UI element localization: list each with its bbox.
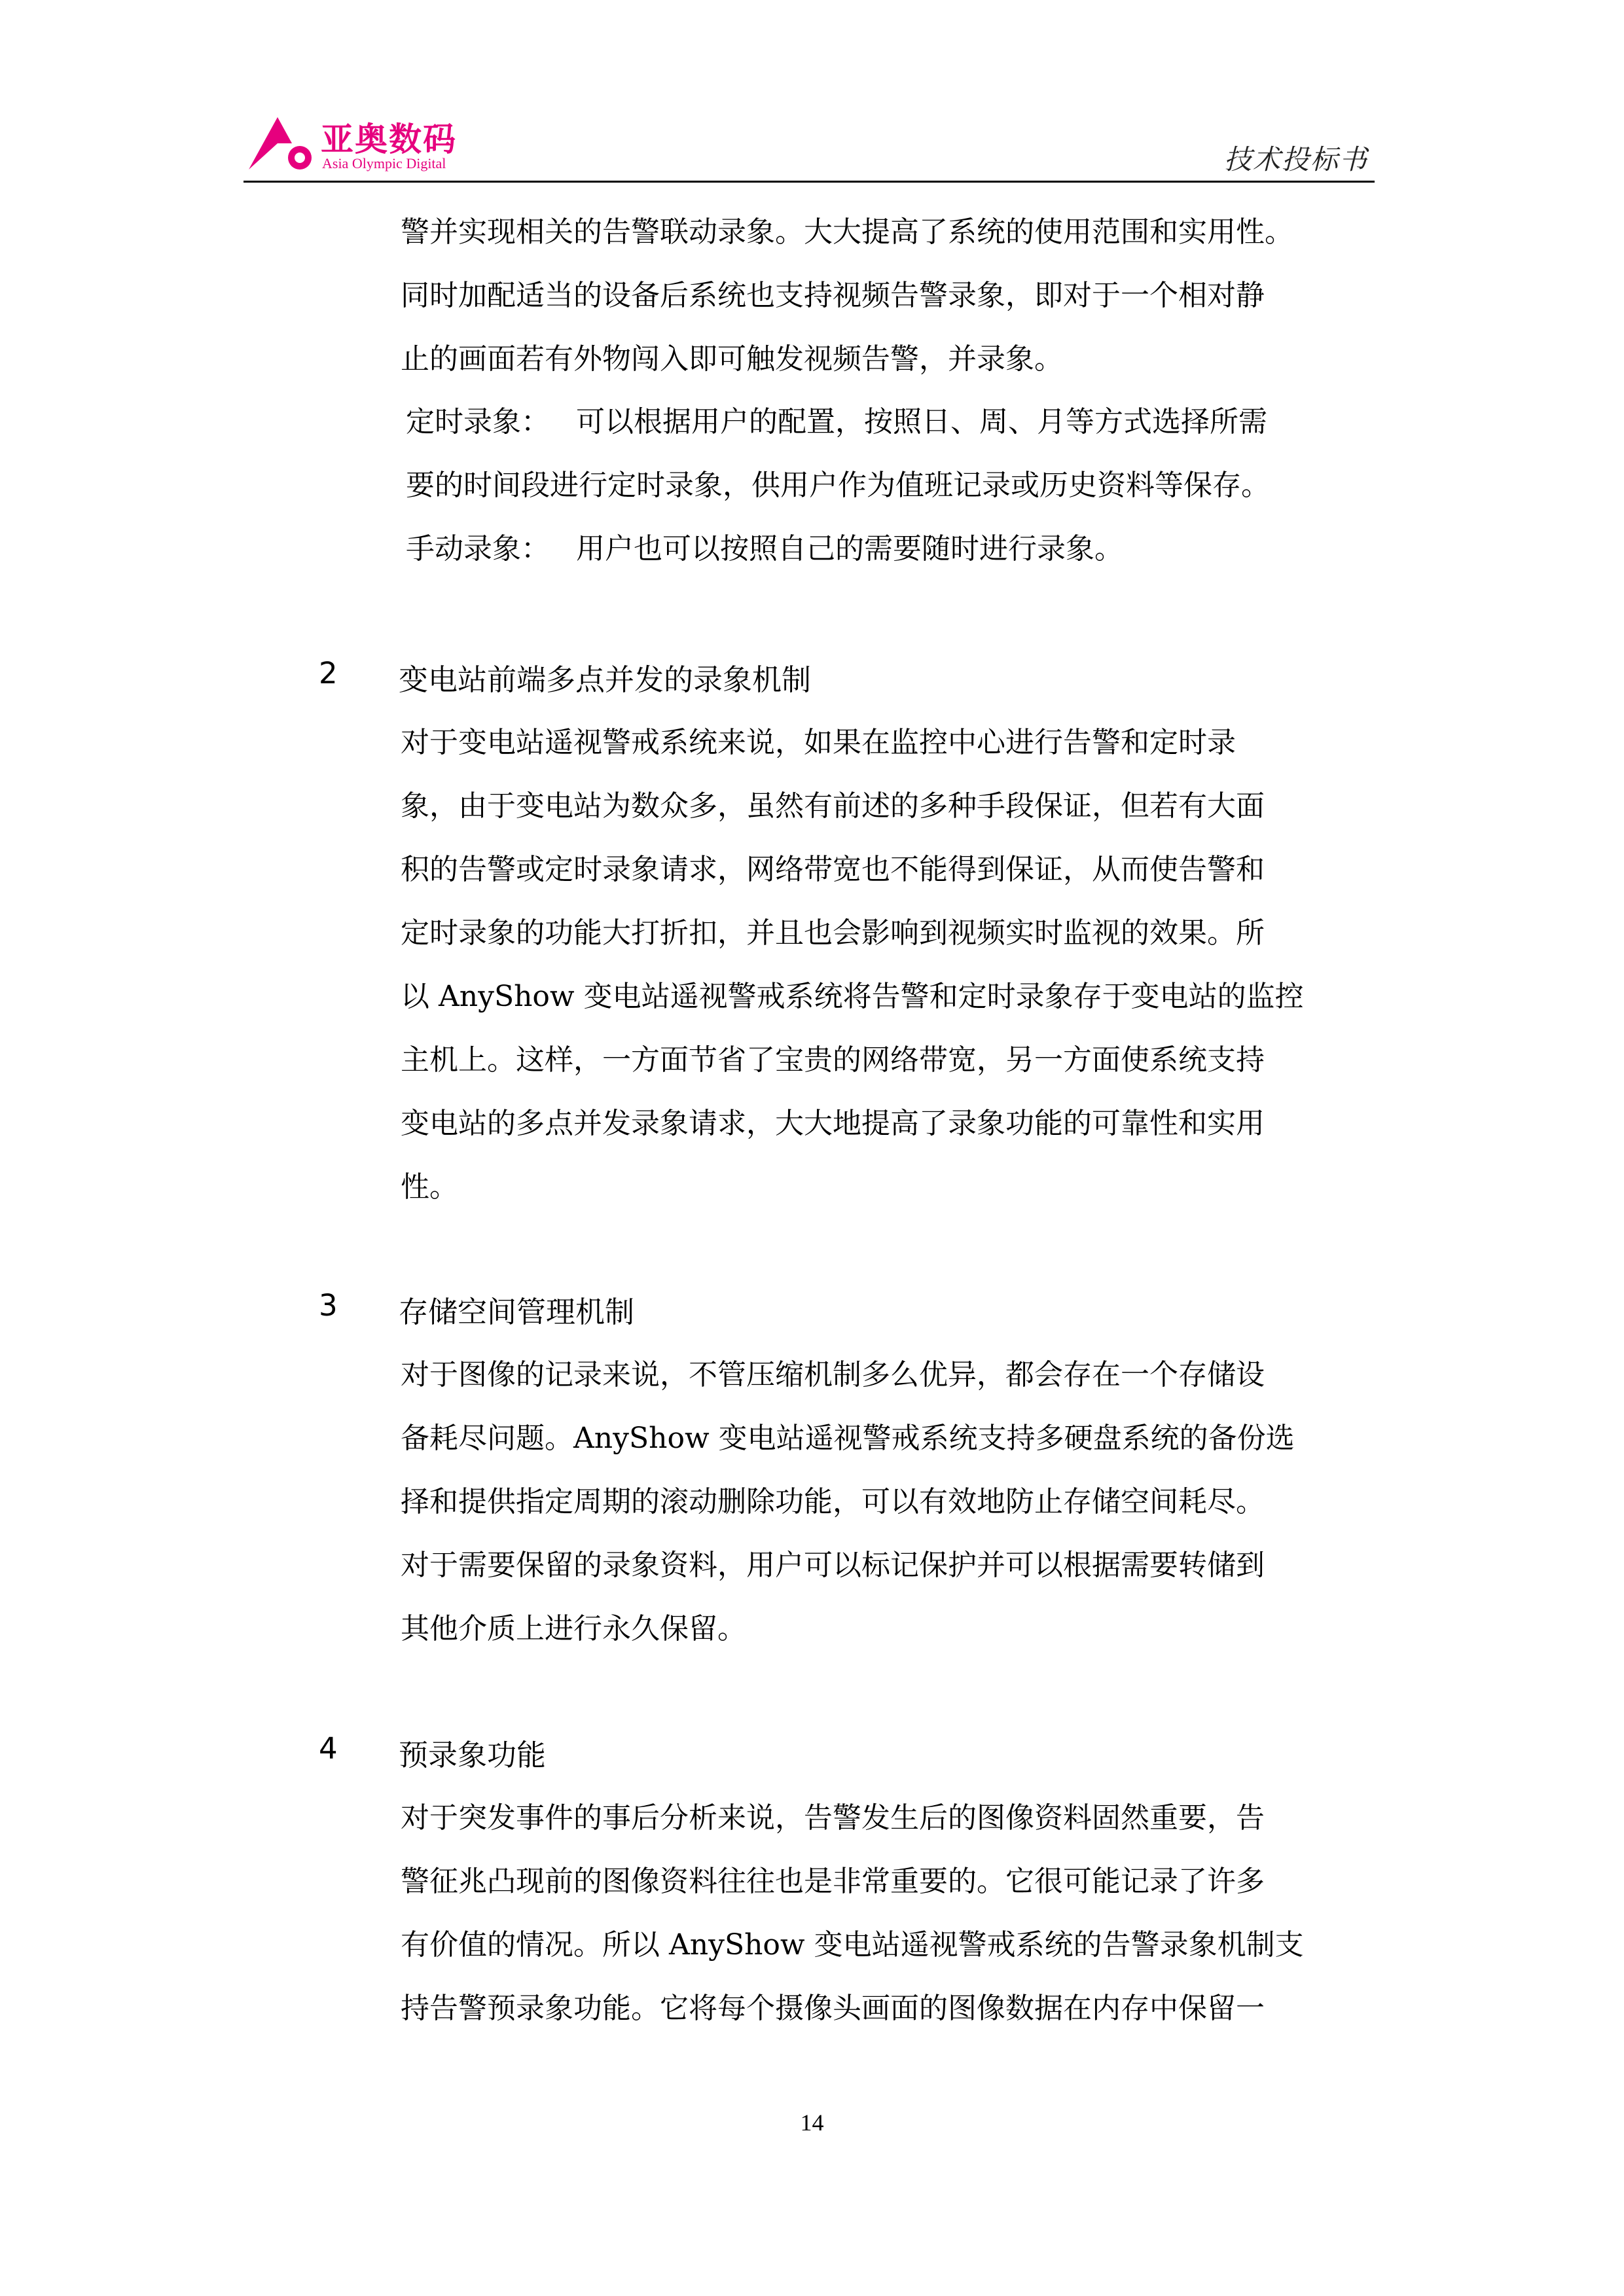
- logo-english-name: Asia Olympic Digital: [322, 155, 446, 171]
- paragraph-line: 积的告警或定时录象请求，网络带宽也不能得到保证，从而使告警和: [401, 853, 1265, 886]
- paragraph-line: 其他介质上进行永久保留。: [401, 1612, 746, 1645]
- section-title: 存储空间管理机制: [399, 1295, 635, 1329]
- paragraph-line: 性。: [401, 1170, 458, 1204]
- paragraph-line: 象，由于变电站为数众多，虽然有前述的多种手段保证，但若有大面: [401, 789, 1265, 823]
- section-number: 4: [319, 1731, 338, 1766]
- manual-recording-text: 用户也可以按照自己的需要随时进行录象。: [576, 532, 1123, 565]
- section-number: 3: [319, 1288, 338, 1323]
- paragraph-line: 警并实现相关的告警联动录象。大大提高了系统的使用范围和实用性。: [401, 215, 1293, 249]
- company-logo: [244, 108, 518, 180]
- section-title: 预录象功能: [399, 1738, 547, 1772]
- paragraph-line: 要的时间段进行定时录象，供用户作为值班记录或历史资料等保存。: [406, 469, 1270, 502]
- document-title: 技术投标书: [1223, 143, 1368, 175]
- logo-mark-icon: [244, 112, 317, 172]
- timed-recording-label: 定时录象：: [406, 405, 550, 439]
- page-header: [244, 101, 1375, 181]
- paragraph-line: 同时加配适当的设备后系统也支持视频告警录象，即对于一个相对静: [401, 279, 1265, 312]
- paragraph-line: 以 AnyShow 变电站遥视警戒系统将告警和定时录象存于变电站的监控: [401, 980, 1304, 1013]
- paragraph-line: 对于需要保留的录象资料，用户可以标记保护并可以根据需要转储到: [401, 1549, 1265, 1582]
- paragraph-line: 择和提供指定周期的滚动删除功能，可以有效地防止存储空间耗尽。: [401, 1485, 1265, 1518]
- paragraph-line: 定时录象的功能大打折扣，并且也会影响到视频实时监视的效果。所: [401, 916, 1265, 950]
- paragraph-line: 止的画面若有外物闯入即可触发视频告警，并录象。: [401, 342, 1063, 376]
- logo-chinese-name: 亚奥数码: [321, 120, 457, 158]
- paragraph-line: 变电站的多点并发录象请求，大大地提高了录象功能的可靠性和实用: [401, 1107, 1265, 1140]
- paragraph-line: 主机上。这样，一方面节省了宝贵的网络带宽，另一方面使系统支持: [401, 1043, 1265, 1077]
- page-number: 14: [800, 2109, 824, 2136]
- paragraph-line: 对于变电站遥视警戒系统来说，如果在监控中心进行告警和定时录: [401, 726, 1236, 759]
- timed-recording-text: 可以根据用户的配置，按照日、周、月等方式选择所需: [576, 405, 1267, 439]
- section-number: 2: [319, 656, 338, 691]
- manual-recording-label: 手动录象：: [406, 532, 550, 565]
- paragraph-line: 有价值的情况。所以 AnyShow 变电站遥视警戒系统的告警录象机制支: [401, 1928, 1304, 1962]
- header-divider: [244, 181, 1375, 183]
- manual-recording-item: [406, 525, 1123, 567]
- paragraph-line: 持告警预录象功能。它将每个摄像头画面的图像数据在内存中保留一: [401, 1992, 1265, 2025]
- section-title: 变电站前端多点并发的录象机制: [399, 662, 812, 697]
- paragraph-line: 警征兆凸现前的图像资料往往也是非常重要的。它很可能记录了许多: [401, 1865, 1265, 1898]
- paragraph-line: 备耗尽问题。AnyShow 变电站遥视警戒系统支持多硬盘系统的备份选: [401, 1422, 1295, 1455]
- paragraph-line: 对于图像的记录来说，不管压缩机制多么优异，都会存在一个存储设: [401, 1358, 1265, 1391]
- timed-recording-item: [406, 398, 1267, 440]
- paragraph-line: 对于突发事件的事后分析来说，告警发生后的图像资料固然重要，告: [401, 1801, 1265, 1835]
